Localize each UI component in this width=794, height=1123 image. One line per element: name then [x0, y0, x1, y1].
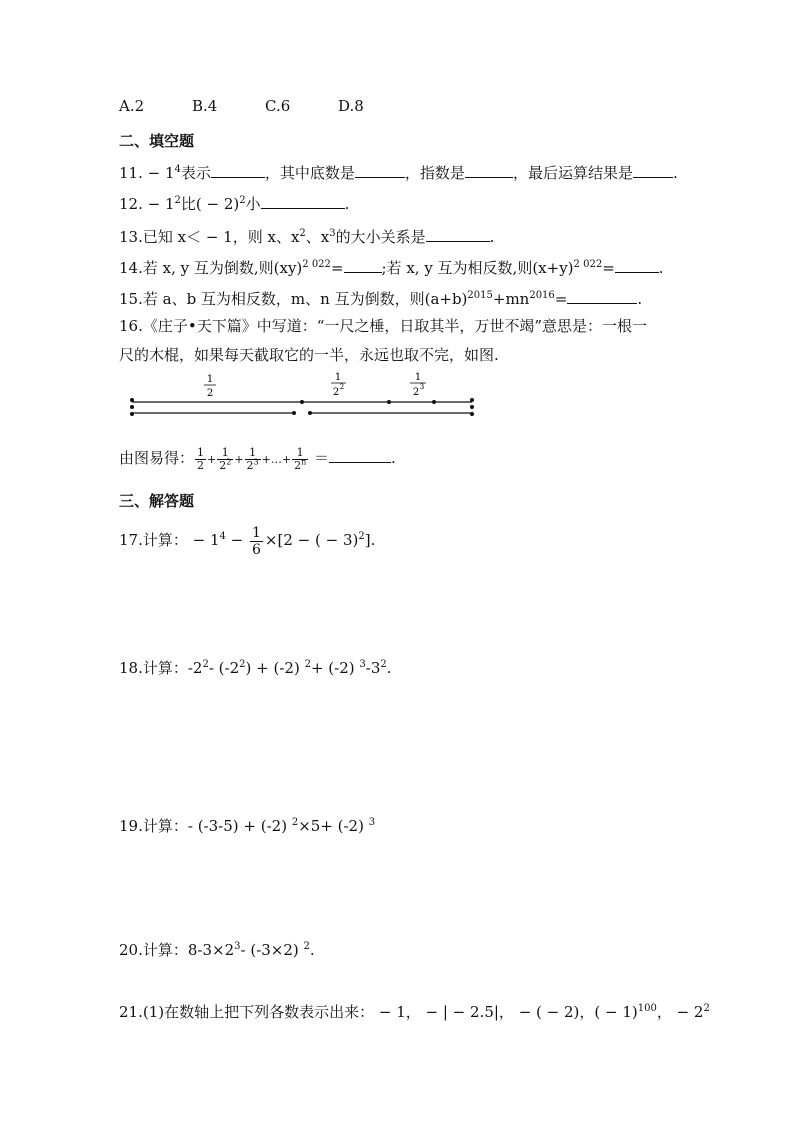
- frac-den: 6: [252, 541, 261, 558]
- answer-blank: [633, 163, 673, 178]
- q11-end: .: [672, 164, 678, 182]
- answer-blank: [355, 163, 405, 178]
- frac-den-base: 2: [294, 458, 302, 472]
- section-title-solve: 三、解答题: [119, 492, 195, 510]
- point: [470, 405, 474, 409]
- q18-text-3: ) + (-2): [245, 659, 305, 677]
- q15-text: 15.若 a、b 互为相反数，m、n 互为倒数，则(a+b): [119, 290, 468, 308]
- label-half-den: 2: [206, 388, 214, 399]
- q12-end: .: [344, 195, 350, 213]
- answer-blank: [567, 289, 637, 304]
- q18-exp-4: 3: [359, 659, 366, 670]
- rod-halving-figure: [124, 370, 480, 426]
- question-16-line-2: 尺的木棍，如果每天截取它的一半，永远也取不完，如图.: [119, 346, 499, 364]
- point: [130, 405, 134, 409]
- frac-den: [245, 456, 261, 472]
- option-c: C.6: [265, 97, 291, 115]
- q18-exp-5: 2: [380, 659, 387, 670]
- section-title-fill-blank: 二、填空题: [119, 132, 195, 150]
- q20-text: 20.计算：8-3×2: [119, 941, 235, 959]
- q17-exponent-2: 2: [358, 531, 365, 542]
- point: [387, 400, 391, 404]
- q18-end: .: [386, 659, 392, 677]
- option-a: A.2: [119, 97, 145, 115]
- frac-num: 1: [252, 524, 261, 541]
- label-eighth-den: 2: [412, 387, 420, 398]
- q14-exponent-1: 2 022: [302, 259, 331, 270]
- q12-text-3: 小: [245, 195, 261, 213]
- option-b: B.4: [192, 97, 218, 115]
- question-18: [119, 658, 392, 678]
- label-quarter-exp: 2: [339, 383, 345, 391]
- label-half-num: 1: [206, 374, 214, 385]
- point: [470, 398, 474, 402]
- q16-expr-end: .: [391, 449, 396, 467]
- point: [292, 411, 296, 415]
- q13-end: .: [489, 228, 495, 246]
- frac-num: 1: [217, 447, 233, 460]
- q13-text-2: 、x: [305, 228, 330, 246]
- q12-exponent-1: 2: [174, 195, 181, 206]
- question-14: [119, 258, 664, 278]
- q18-exp-2: 2: [239, 659, 246, 670]
- q21-exp-1: 100: [637, 1003, 657, 1014]
- question-16-line-1: 16.《庄子•天下篇》中写道：“一尺之棰，日取其半，万世不竭”意思是：一根一: [119, 317, 648, 335]
- option-d: D.8: [338, 97, 364, 115]
- q18-text-5: -3: [365, 659, 381, 677]
- q14-text: 14.若 x, y 互为倒数,则(xy): [119, 259, 303, 277]
- q14-text-2: =: [330, 259, 344, 277]
- answer-blank: [344, 258, 382, 273]
- frac-num: 1: [197, 445, 205, 459]
- point: [130, 398, 134, 402]
- q20-text-2: - (-3×2): [240, 941, 304, 959]
- fraction-eighth: [245, 447, 261, 472]
- q15-exponent-2: 2016: [529, 290, 555, 301]
- question-17: [119, 520, 375, 560]
- point: [130, 412, 134, 416]
- q17-text-3: ×[2 − ( − 3): [264, 531, 359, 549]
- answer-blank: [211, 163, 265, 178]
- q19-exp-2: 3: [368, 817, 376, 828]
- fraction-nth: [292, 447, 308, 472]
- answer-blank: [261, 194, 345, 209]
- question-19: [119, 816, 375, 836]
- fraction-half: [195, 447, 206, 472]
- q12-exponent-2: 2: [239, 195, 246, 206]
- q20-exp-1: 3: [234, 941, 241, 952]
- question-21: [119, 1002, 710, 1022]
- q12-text-2: 比( − 2): [180, 195, 240, 213]
- label-quarter-num: 1: [334, 372, 342, 383]
- label-eighth-exp: 3: [419, 383, 425, 391]
- q18-text: 18.计算：-2: [119, 659, 203, 677]
- ellipsis: +…+: [261, 453, 292, 466]
- frac-den-exp: 2: [226, 456, 232, 466]
- question-11: [119, 163, 678, 183]
- q11-text-4: ，指数是: [404, 164, 465, 182]
- q13-exponent-1: 2: [299, 228, 306, 239]
- plus-sign: +: [207, 453, 217, 466]
- frac-den: 2: [197, 458, 205, 472]
- q20-end: .: [309, 941, 315, 959]
- frac-den: [217, 456, 233, 472]
- q17-exponent-1: 4: [219, 531, 226, 542]
- q15-end: .: [637, 290, 643, 308]
- q11-text-2: 表示: [180, 164, 211, 182]
- q14-text-4: =: [602, 259, 615, 277]
- point: [432, 400, 436, 404]
- frac-den: [292, 456, 308, 472]
- q12-text: 12. − 1: [119, 195, 175, 213]
- q13-exponent-2: 3: [329, 228, 336, 239]
- frac-num: 1: [245, 447, 261, 460]
- point: [300, 400, 304, 404]
- q19-text: 19.计算：- (-3-5) + (-2): [119, 817, 292, 835]
- q14-text-3: ;若 x, y 互为相反数,则(x+y): [381, 259, 574, 277]
- q17-text: 17.计算： − 1: [119, 531, 220, 549]
- q11-text-3: ，其中底数是: [264, 164, 355, 182]
- label-quarter-den: 2: [332, 387, 340, 398]
- question-13: [119, 227, 494, 247]
- answer-blank: [426, 227, 490, 242]
- q21-text: 21.(1)在数轴上把下列各数表示出来： − 1， − | − 2.5|， − ( − 2)，( − 1): [119, 1003, 638, 1021]
- frac-den-base: 2: [219, 458, 227, 472]
- q20-exp-2: 2: [303, 941, 310, 952]
- label-eighth-num: 1: [414, 372, 422, 383]
- q19-text-2: ×5+ (-2): [298, 817, 369, 835]
- point: [470, 412, 474, 416]
- q16-sum-expression: [119, 440, 396, 478]
- q13-text: 13.已知 x＜ − 1，则 x、x: [119, 228, 300, 246]
- answer-blank: [615, 258, 659, 273]
- q18-text-2: - (-2: [208, 659, 240, 677]
- q14-exponent-2: 2 022: [573, 259, 603, 270]
- q14-end: .: [658, 259, 664, 277]
- frac-num: 1: [292, 447, 308, 460]
- equals-sign: ＝: [314, 449, 330, 467]
- q18-text-4: + (-2): [310, 659, 360, 677]
- q15-text-2: +mn: [492, 290, 530, 308]
- q21-text-2: ， − 2: [656, 1003, 704, 1021]
- q15-text-3: =: [554, 290, 568, 308]
- question-20: [119, 940, 315, 960]
- question-15: [119, 289, 642, 309]
- fraction-quarter: [217, 447, 233, 472]
- question-12: [119, 194, 349, 214]
- q11-text-5: ，最后运算结果是: [512, 164, 633, 182]
- options-line: [119, 96, 364, 116]
- frac-den-exp: n: [301, 456, 307, 466]
- q11-exponent: 4: [174, 164, 181, 175]
- answer-blank: [329, 448, 391, 463]
- q18-exp-3: 2: [304, 659, 311, 670]
- q16-expr-text: 由图易得：: [119, 449, 195, 467]
- point: [308, 411, 312, 415]
- q11-text: 11. − 1: [119, 164, 175, 182]
- frac-den-base: 2: [246, 458, 254, 472]
- q13-text-3: 的大小关系是: [335, 228, 426, 246]
- frac-den-exp: 3: [253, 456, 259, 466]
- fraction-sixth: [250, 525, 263, 558]
- q17-text-2: −: [225, 531, 248, 549]
- plus-sign: +: [234, 453, 244, 466]
- q18-exp-1: 2: [202, 659, 209, 670]
- q15-exponent-1: 2015: [467, 290, 493, 301]
- q21-exp-2: 2: [703, 1003, 710, 1014]
- q19-exp-1: 2: [291, 817, 299, 828]
- answer-blank: [465, 163, 513, 178]
- q17-text-4: ].: [364, 531, 376, 549]
